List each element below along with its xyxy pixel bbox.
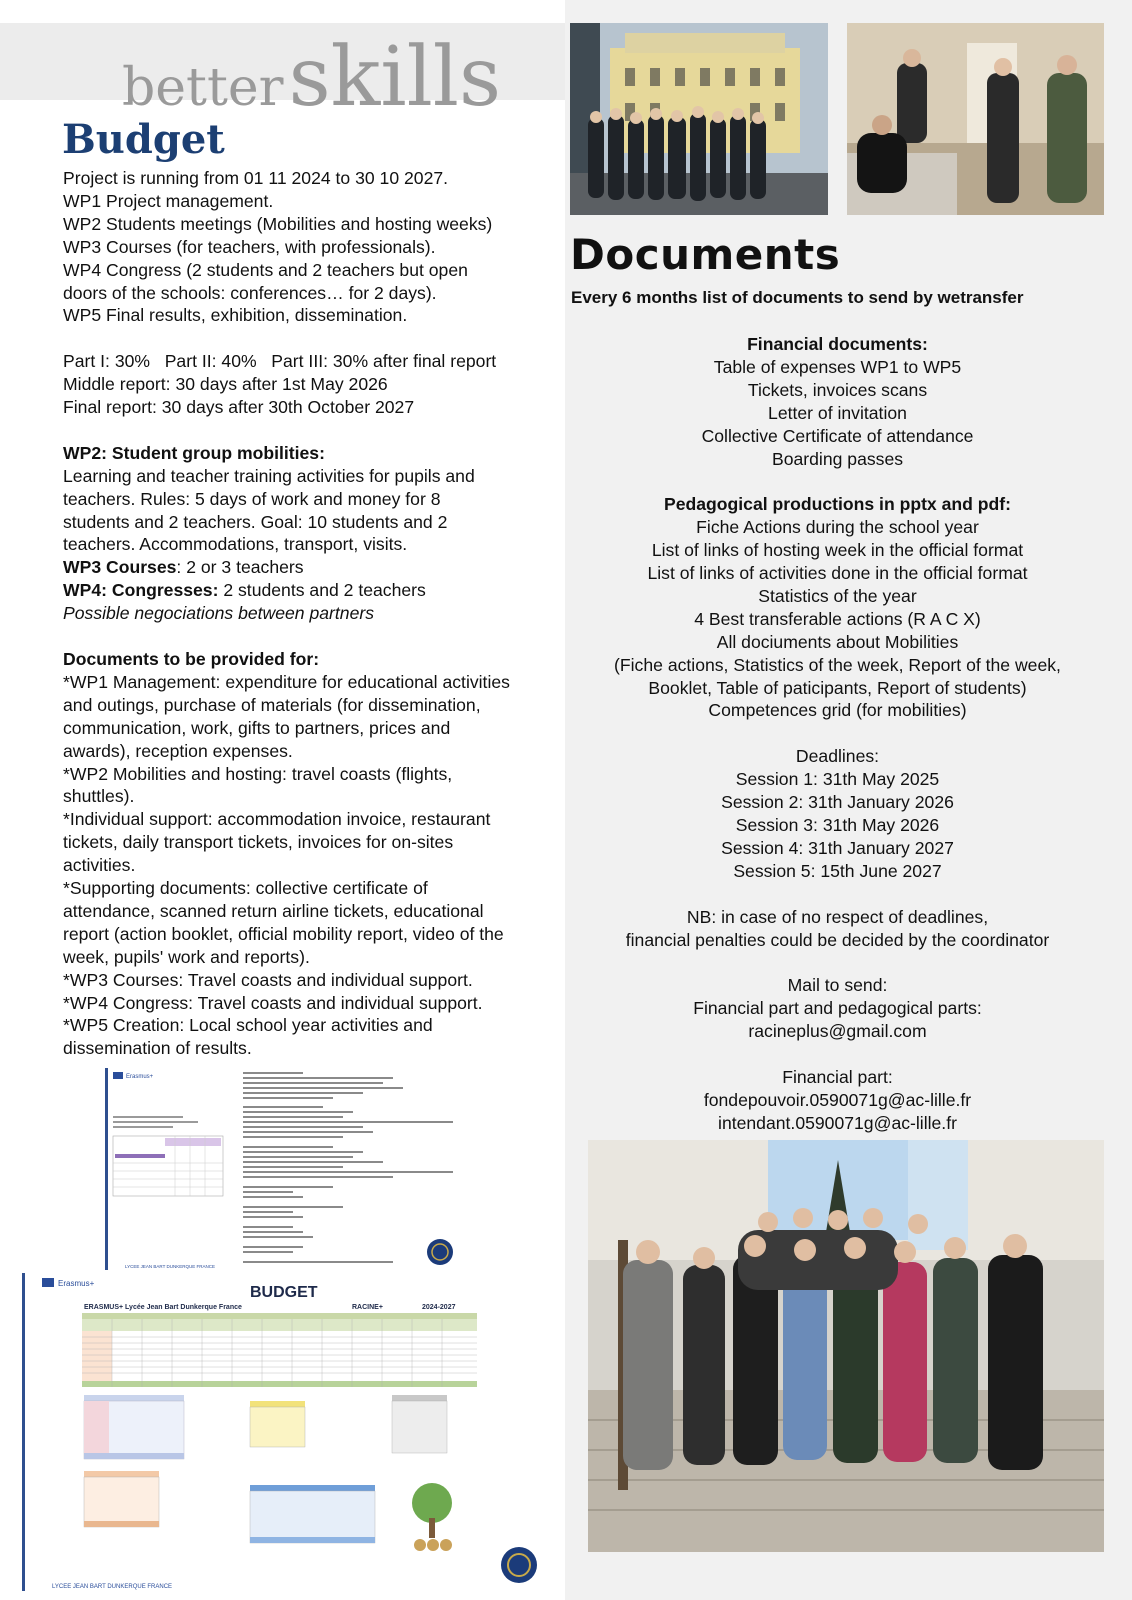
financial-item: Table of expenses WP1 to WP5 [713, 356, 962, 377]
brand-word-better: better [122, 58, 284, 118]
financial-item: Tickets, invoices scans [747, 379, 928, 400]
wp2-line: students and 2 teachers. Goal: 10 students and 2 [63, 511, 448, 532]
wp4-line [63, 579, 553, 602]
thumb-top-footer: LYCEE JEAN BART DUNKERQUE FRANCE [125, 1264, 216, 1269]
thumb-budget-project: RACINE+ [352, 1304, 383, 1311]
provided-line: communication, work, gifts to partners, prices and [63, 717, 451, 738]
payment-line: Part I: 30% Part II: 40% Part III: 30% after final report [63, 351, 497, 372]
thumb-bottom-footer: LYCEE JEAN BART DUNKERQUE FRANCE [52, 1584, 173, 1590]
payment-line: Middle report: 30 days after 1st May 2026 [63, 374, 388, 395]
provided-line: shuttles). [63, 786, 135, 807]
provided-line: awards), reception expenses. [63, 740, 293, 761]
budget-line: doors of the schools: conferences… for 2 days). [63, 282, 437, 303]
budget-line: Project is running from 01 11 2024 to 30 10 2027. [63, 168, 449, 188]
provided-heading: Documents to be provided for: [63, 648, 320, 669]
pedagogical-item: List of links of activities done in the official format [647, 563, 1028, 584]
pedagogical-item: Competences grid (for mobilities) [708, 700, 967, 721]
budget-line: WP5 Final results, exhibition, dissemination. [63, 305, 408, 326]
mail-sub: Financial part and pedagogical parts: [693, 998, 982, 1019]
documents-subtitle: Every 6 months list of documents to send by wetransfer [571, 288, 1024, 307]
wp3-line [63, 556, 553, 579]
mail-address[interactable]: racineplus@gmail.com [748, 1021, 927, 1042]
budget-line: WP2 Students meetings (Mobilities and hosting weeks) [63, 213, 493, 234]
deadline-item: Session 5: 15th June 2027 [733, 860, 942, 881]
pedagogical-item: (Fiche actions, Statistics of the week, Report of the week, [614, 654, 1061, 675]
provided-line: *Individual support: accommodation invoice, restaurant [63, 809, 491, 830]
pedagogical-item: All dociuments about Mobilities [716, 631, 959, 652]
budget-text [63, 167, 553, 1060]
provided-line: *WP1 Management: expenditure for educational activities [63, 671, 510, 692]
wp4-label: WP4: Congresses: [63, 580, 219, 601]
financial-part-heading: Financial part: [782, 1066, 893, 1087]
provided-line: activities. [63, 855, 136, 876]
thumb-budget-subtitle: ERASMUS+ Lycée Jean Bart Dunkerque France [84, 1304, 242, 1311]
provided-line: *WP5 Creation: Local school year activities and [63, 1015, 433, 1036]
thumb-budget-years: 2024-2027 [422, 1304, 456, 1311]
wp2-line: Learning and teacher training activities for pupils and [63, 465, 475, 486]
documents-list [585, 333, 1090, 1135]
negotiation-note: Possible negociations between partners [63, 603, 375, 624]
provided-line: report (action booklet, official mobility report, video of the [63, 923, 504, 944]
meeting-photo [847, 23, 1104, 215]
provided-line: *WP4 Congress: Travel coasts and individual support. [63, 992, 483, 1013]
thumb-budget-title: BUDGET [250, 1284, 318, 1301]
financial-item: Letter of invitation [768, 402, 907, 423]
mail-heading: Mail to send: [787, 975, 888, 996]
financial-heading: Financial documents: [747, 334, 928, 354]
pedagogical-item: Statistics of the year [758, 585, 917, 606]
pedagogical-item: Booklet, Table of paticipants, Report of students) [648, 677, 1027, 698]
financial-item: Collective Certificate of attendance [701, 425, 974, 446]
thumb-top-logo: Erasmus+ [126, 1074, 154, 1080]
deadline-item: Session 4: 31th January 2027 [721, 837, 954, 858]
wp3-value: : 2 or 3 teachers [176, 557, 304, 578]
thumb-bottom-logo: Erasmus+ [58, 1279, 95, 1288]
pedagogical-item: List of links of hosting week in the official format [651, 540, 1024, 561]
budget-line: WP1 Project management. [63, 190, 274, 211]
provided-line: attendance, scanned return airline tickets, educational [63, 900, 484, 921]
management-document-thumbnail [105, 1068, 460, 1270]
provided-line: dissemination of results. [63, 1038, 252, 1059]
provided-line: tickets, daily transport tickets, invoices for on-sites [63, 832, 454, 853]
provided-line: *WP2 Mobilities and hosting: travel coasts (flights, [63, 763, 453, 784]
group-photo-stairs [588, 1140, 1104, 1552]
wp3-label: WP3 Courses [63, 557, 177, 578]
documents-title: Documents [570, 230, 841, 279]
nb-line: financial penalties could be decided by the coordinator [625, 929, 1050, 950]
budget-table-thumbnail [22, 1273, 552, 1591]
financial-email[interactable]: fondepouvoir.0590071g@ac-lille.fr [703, 1089, 972, 1110]
group-photo-building [570, 23, 828, 215]
deadline-item: Session 1: 31th May 2025 [735, 769, 940, 790]
budget-line: WP3 Courses (for teachers, with professionals). [63, 236, 436, 257]
pedagogical-item: 4 Best transferable actions (R A C X) [694, 608, 981, 629]
wp2-line: teachers. Rules: 5 days of work and money for 8 [63, 488, 441, 509]
deadline-item: Session 3: 31th May 2026 [735, 815, 940, 835]
financial-item: Boarding passes [771, 448, 904, 469]
payment-line: Final report: 30 days after 30th October 2027 [63, 397, 415, 418]
deadline-item: Session 2: 31th January 2026 [721, 792, 954, 813]
deadlines-heading: Deadlines: [795, 746, 880, 767]
wp2-heading: WP2: Student group mobilities: [63, 442, 325, 463]
wp4-value: 2 students and 2 teachers [218, 580, 426, 601]
provided-line: *WP3 Courses: Travel coasts and individual support. [63, 969, 473, 990]
budget-title: Budget [62, 116, 225, 163]
financial-email[interactable]: intendant.0590071g@ac-lille.fr [718, 1112, 957, 1133]
provided-line: *Supporting documents: collective certificate of [63, 878, 428, 899]
pedagogical-heading: Pedagogical productions in pptx and pdf: [664, 494, 1011, 515]
brand-word-skills: skills [288, 30, 502, 125]
pedagogical-item: Fiche Actions during the school year [696, 517, 979, 538]
brand-wordmark [122, 30, 542, 125]
wp2-line: teachers. Accommodations, transport, visits. [63, 534, 408, 555]
budget-line: WP4 Congress (2 students and 2 teachers but open [63, 259, 468, 280]
provided-line: and outings, purchase of materials (for dissemination, [63, 694, 481, 715]
nb-line: NB: in case of no respect of deadlines, [686, 906, 989, 927]
provided-line: week, pupils' work and reports). [63, 946, 310, 967]
